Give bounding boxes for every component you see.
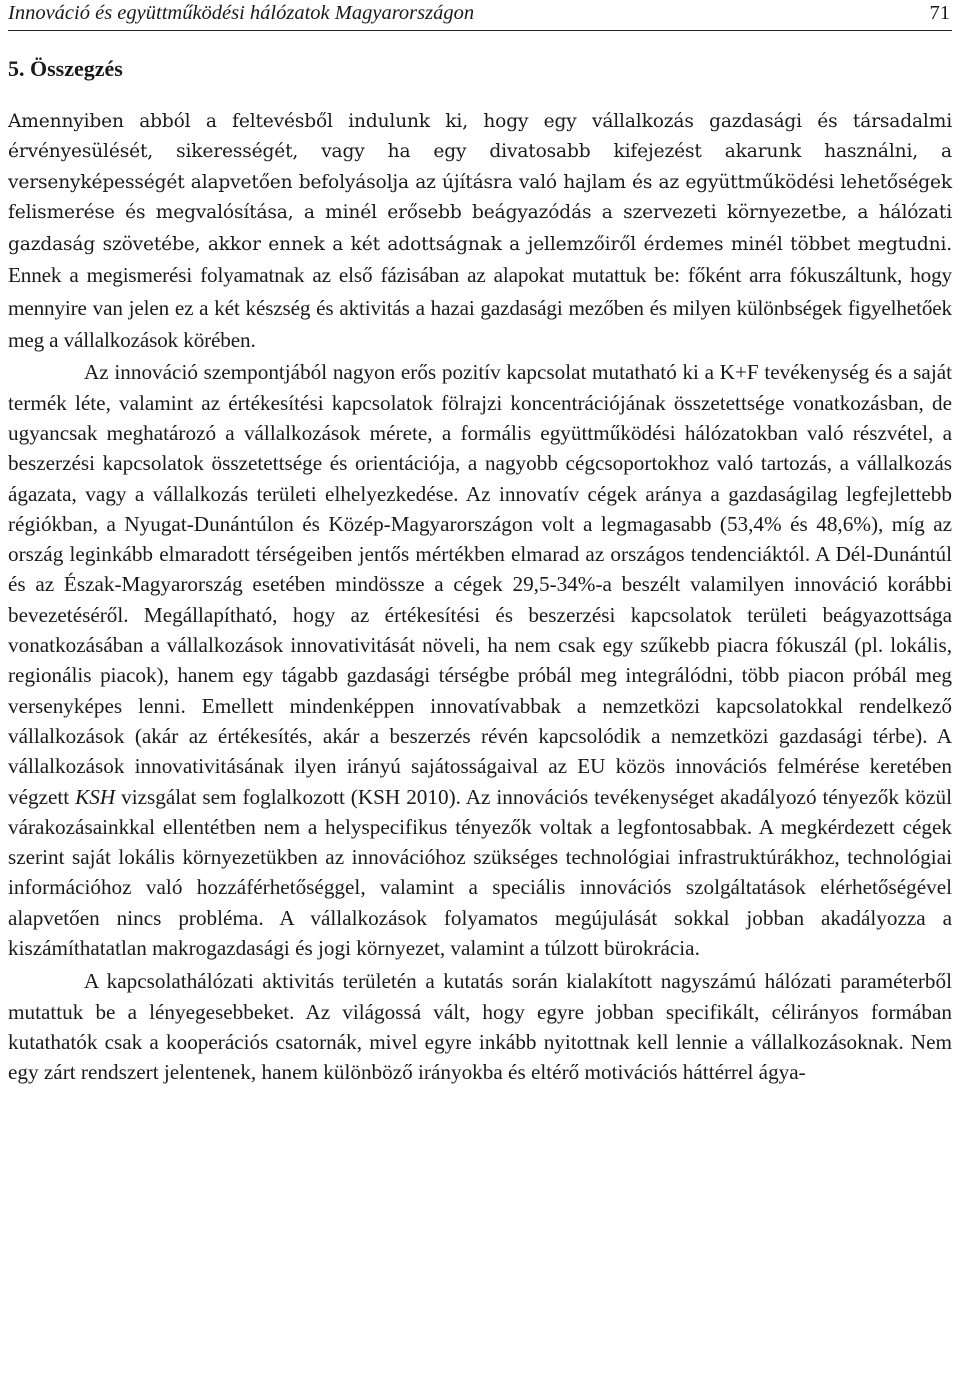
document-page bbox=[8, 0, 952, 1088]
page-number: 71 bbox=[929, 2, 950, 24]
paragraph-2-part-b: vizsgálat sem foglalkozott (KSH 2010). Az innovációs tevékenységet akadályozó tényezők közül várakozásainkkal ellentétben nem a helyspecifikus tényezők voltak a legfontosabbak. A megkérdezett cégek szerint saját lokális környezetükben az innovációhoz szükséges technológiai infrastruktúrákhoz, technológiai információhoz való hozzáférhetőséggel, valamint a speciális innovációs szolgáltatások elérhetőségével alapvetően nincs probléma. A vállalkozások folyamatos megújulását sokkal jobban akadályozza a kiszámíthatatlan makrogazdasági és jogi környezet, valamint a túlzott bürokrácia. bbox=[8, 784, 952, 961]
running-header-title: Innováció és együttműködési hálózatok Magyarországon bbox=[8, 2, 475, 24]
paragraph-2-part-a: Az innováció szempontjából nagyon erős pozitív kapcsolat mutatható ki a K+F tevékenység és a saját termék léte, valamint az értékesítési kapcsolatok fölrajzi koncentrációjának összetettsége vonatkozásban, de ugyancsak meghatározó a vállalkozások mérete, a formális együttműködési hálózatokban való részvétel, a beszerzési kapcsolatok összetettsége és orientációja, a nagyobb cégcsoportokhoz való tartozás, a vállalkozás ágazata, vagy a vállalkozás területi elhelyezkedése. Az innovatív cégek aránya a gazdaságilag legfejlettebb régiókban, a Nyugat-Dunántúlon és Közép-Magyarországon volt a legmagasabb (53,4% és 48,6%), míg az ország leginkább elmaradott térségeiben jentős mértékben elmarad az országos tendenciáktól. A Dél-Dunántúl és az Észak-Magyarország esetében mindössze a cégek 29,5-34%-a beszélt valamilyen innováció korábbi bevezetéséről. Megállapítható, hogy az értékesítési és beszerzési kapcsolatok területi beágyazottsága vonatkozásában a vállalkozások innovativitását növeli, ha nem csak egy szűkebb piacra fókuszál (pl. lokális, regionális piacok), hanem egy tágabb gazdasági térségbe próbál meg integrálódni, több piacon próbál meg versenyképes lenni. Emellett mindenképpen innovatívabbak a nemzetközi kapcsolatokkal rendelkező vállalkozások (akár az értékesítés, akár a beszerzés révén kapcsolódik a nemzetközi gazdasági térbe). A vállalkozások innovativitásának ilyen irányú sajátosságaival az EU közös innovációs felmérése keretében végzett bbox=[8, 360, 952, 809]
paragraph-2 bbox=[8, 357, 952, 963]
paragraph-1-sans-part: Amennyiben abból a feltevésből indulunk ki, hogy egy vállalkozás gazdasági és társadalmi érvényesülését, sikerességét, vagy ha egy divatosabb kifejezést akarunk használni, a versenyképességét alapvetően befolyásolja az újításra való hajlam és az együttműködési lehetőségek felismerése és megvalósítása, a minél erősebb beágyazódás a szervezeti környezetbe, a hálózati gazdaság szövetébe, akkor ennek a két adottságnak a jellemzőiről érdemes minél többet megtudni. bbox=[8, 111, 952, 256]
paragraph-1-serif-part: Ennek a megismerési folyamatnak az első fázisában az alapokat mutattuk be: főként arra fókuszáltunk, hogy mennyire van jelen ez a két készség és aktivitás a hazai gazdasági mezőben és milyen különbségek figyelhetőek meg a vállalkozások körében. bbox=[8, 263, 952, 353]
running-header bbox=[8, 0, 952, 31]
body-text bbox=[8, 107, 952, 1088]
paragraph-1 bbox=[8, 107, 952, 357]
section-heading: 5. Összegzés bbox=[8, 56, 123, 81]
paragraph-3: A kapcsolathálózati aktivitás területén a kutatás során kialakított nagyszámú hálózati paraméterből mutattuk be a lényegesebbeket. Az világossá vált, hogy egyre jobban specifikált, célirányos formában kutathatók csak a kooperációs csatornák, mivel egyre inkább nyitottnak kell lennie a vállalkozásoknak. Nem egy zárt rendszert jelentenek, hanem különböző irányokba és eltérő motivációs háttérrel ágya- bbox=[8, 969, 952, 1085]
paragraph-2-ksh-italic: KSH bbox=[75, 784, 116, 809]
